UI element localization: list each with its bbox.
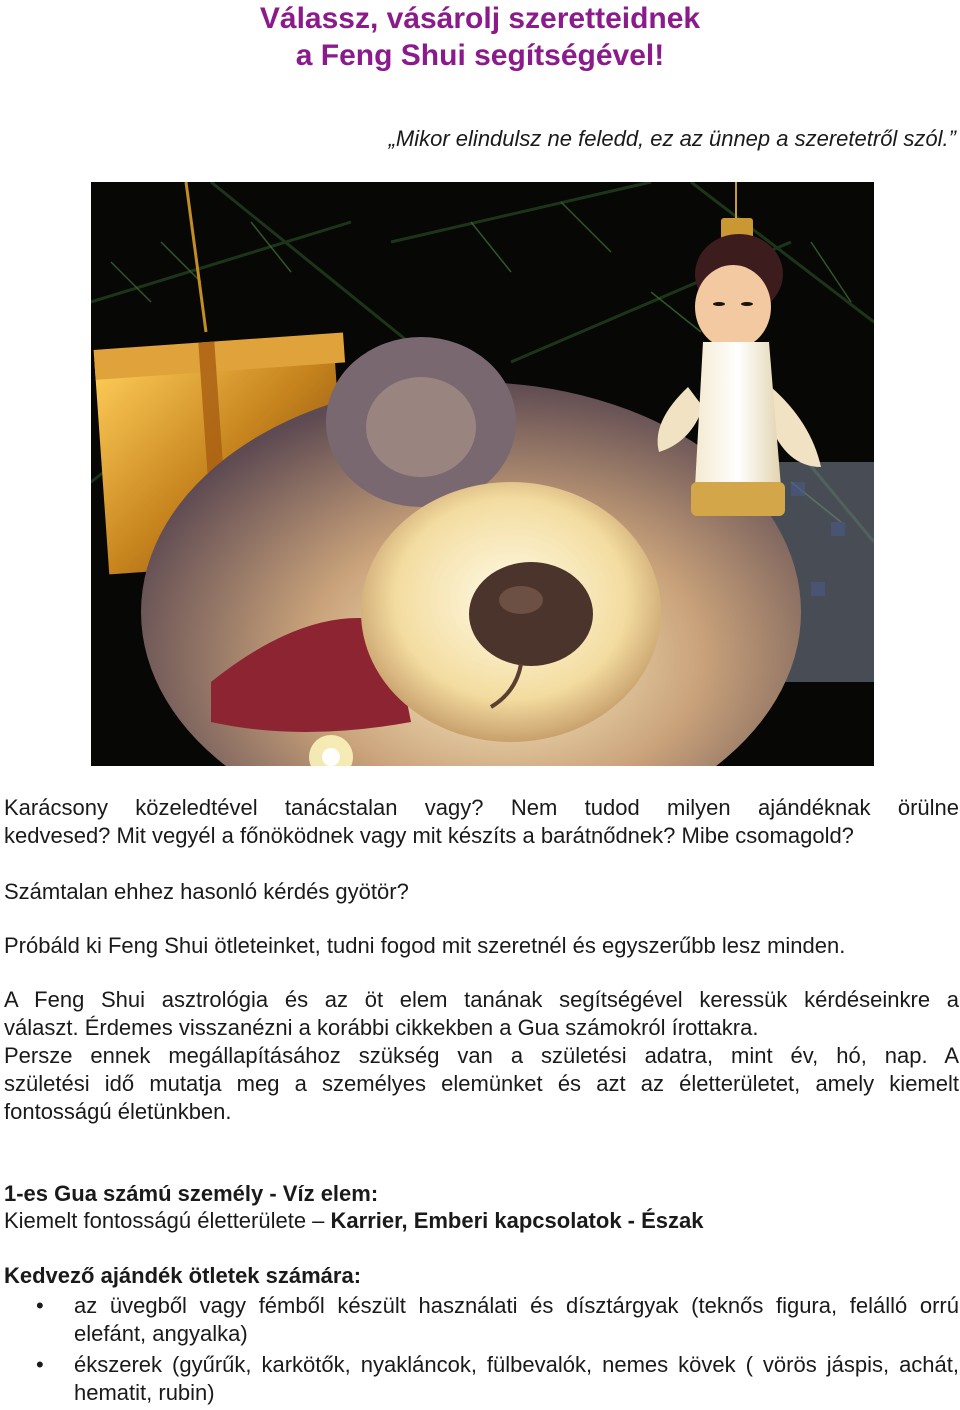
intro-paragraph-1: [4, 794, 959, 850]
gift-ideas-list: [0, 1292, 960, 1410]
intro-p4-line-2: választ. Érdemes visszanézni a korábbi cikkekben a Gua számokról írottakra.: [4, 1015, 759, 1040]
intro-paragraph-5: [4, 1042, 959, 1126]
intro-paragraph-3: Próbáld ki Feng Shui ötleteinket, tudni fogod mit szeretnél és egyszerűbb lesz minden.: [4, 933, 846, 958]
intro-p5-line-1: Persze ennek megállapításához szükség van a születési adatra, mint év, hó, nap. A: [4, 1043, 959, 1068]
teddy-bear-christmas-photo: [91, 182, 874, 766]
bullet-icon: •: [36, 1293, 44, 1318]
quote: „Mikor elindulsz ne feledd, ez az ünnep a szeretetről szól.”: [388, 126, 956, 151]
gifts-heading: Kedvező ajándék ötletek számára:: [4, 1263, 362, 1288]
intro-p5-line-3: fontosságú életünkben.: [4, 1099, 232, 1124]
life-area-line: [4, 1207, 959, 1235]
intro-p5-line-2: születési idő mutatja meg a személyes elemünket és azt az életterületet, amely kiemelt: [4, 1071, 959, 1096]
gift-item-text: az üvegből vagy fémből készült használati és dísztárgyak (teknős figura, felálló orrú elefánt, angyalka): [74, 1293, 959, 1346]
list-item: [0, 1292, 960, 1348]
bullet-icon: •: [36, 1352, 44, 1377]
intro-p1-line-1: Karácsony közeledtével tanácstalan vagy? Nem tudod milyen ajándéknak örülne: [4, 795, 959, 820]
intro-paragraph-2: Számtalan ehhez hasonló kérdés gyötör?: [4, 879, 409, 904]
list-item: [0, 1351, 960, 1407]
gift-item-text: ékszerek (gyűrűk, karkötők, nyakláncok, fülbevalók, nemes kövek ( vörös jáspis, achát, hematit, rubin): [74, 1352, 959, 1405]
intro-p1-line-2: kedvesed? Mit vegyél a főnöködnek vagy mit készíts a barátnődnek? Mibe csomagold?: [4, 823, 854, 848]
page-title: [0, 0, 960, 74]
intro-p4-line-1: A Feng Shui asztrológia és az öt elem tanának segítségével keressük kérdéseinkre a: [4, 987, 959, 1012]
section-heading: 1-es Gua számú személy - Víz elem:: [4, 1181, 379, 1206]
title-line-1: Válassz, vásárolj szeretteidnek: [259, 2, 701, 35]
title-line-2: a Feng Shui segítségével!: [295, 39, 665, 72]
life-area-value: Karrier, Emberi kapcsolatok - Észak: [330, 1208, 704, 1233]
intro-paragraph-4: [4, 986, 959, 1042]
life-area-prefix: Kiemelt fontosságú életterülete –: [4, 1208, 331, 1233]
